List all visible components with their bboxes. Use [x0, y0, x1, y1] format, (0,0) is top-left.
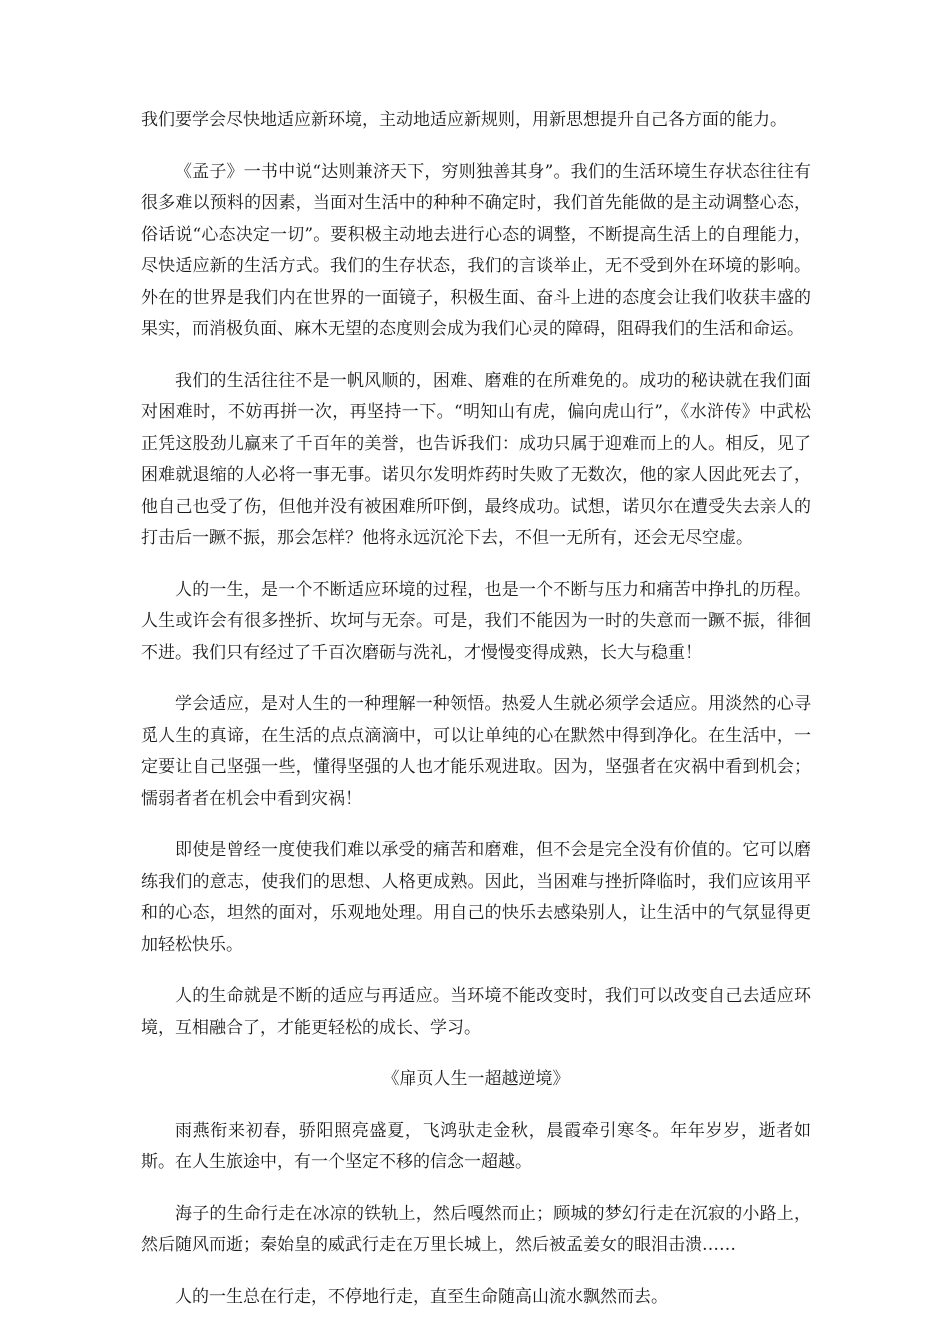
paragraph: 我们要学会尽快地适应新环境，主动地适应新规则，用新思想提升自己各方面的能力。 [141, 110, 787, 130]
paragraph: 人的生命就是不断的适应与再适应。当环境不能改变时，我们可以改变自己去适应环境，互相融合了，才能更轻松的成长、学习。 [141, 986, 811, 1038]
paragraph: 我们的生活往往不是一帆风顺的，困难、磨难的在所难免的。成功的秘诀就在我们面对困难时，不妨再拼一次，再坚持一下。“明知山有虎，偏向虎山行”，《水浒传》中武松正凭这股劲儿赢来了千百年的美誉，也告诉我们：成功只属于迎难而上的人。相反，见了困难就退缩的人必将一事无事。诺贝尔发明炸药时失败了无数次，他的家人因此死去了，他自己也受了伤，但他并没有被困难所吓倒，最终成功。试想，诺贝尔在遭受失去亲人的打击后一蹶不振，那会怎样？他将永远沉沦下去，不但一无所有，还会无尽空虚。 [141, 370, 811, 548]
paragraph: 雨燕衔来初春，骄阳照亮盛夏，飞鸿驮走金秋，晨霞牵引寒冬。年年岁岁，逝者如斯。在人生旅途中，有一个坚定不移的信念一超越。 [141, 1120, 811, 1172]
paragraph: 《孟子》一书中说“达则兼济天下，穷则独善其身”。我们的生活环境生存状态往往有很多难以预料的因素，当面对生活中的种种不确定时，我们首先能做的是主动调整心态，俗话说“心态决定一切”。要积极主动地去进行心态的调整，不断提高生活上的自理能力，尽快适应新的生活方式。我们的生存状态，我们的言谈举止，无不受到外在环境的影响。外在的世界是我们内在世界的一面镜子，积极生面、奋斗上进的态度会让我们收获丰盛的果实，而消极负面、麻木无望的态度则会成为我们心灵的障碍，阻碍我们的生活和命运。 [141, 161, 811, 339]
section-title: 《扉页人生一超越逆境》 [382, 1069, 570, 1089]
paragraph: 即使是曾经一度使我们难以承受的痛苦和磨难，但不会是完全没有价值的。它可以磨练我们的意志，使我们的思想、人格更成熟。因此，当困难与挫折降临时，我们应该用平和的心态，坦然的面对，乐观地处理。用自己的快乐去感染别人，让生活中的气氛显得更加轻松快乐。 [141, 840, 811, 955]
paragraph: 人的一生，是一个不断适应环境的过程，也是一个不断与压力和痛苦中挣扎的历程。人生或许会有很多挫折、坎坷与无奈。可是，我们不能因为一时的失意而一蹶不振，徘徊不进。我们只有经过了千百次磨砺与洗礼，才慢慢变得成熟，长大与稳重！ [141, 579, 811, 663]
paragraph: 人的一生总在行走，不停地行走，直至生命随高山流水飘然而去。 [175, 1286, 668, 1307]
document-page [141, 105, 811, 1333]
paragraph: 学会适应，是对人生的一种理解一种领悟。热爱人生就必须学会适应。用淡然的心寻觅人生的真谛，在生活的点点滴滴中，可以让单纯的心在默然中得到净化。在生活中，一定要让自己坚强一些，懂得坚强的人也才能乐观进取。因为，坚强者在灾祸中看到机会；懦弱者者在机会中看到灾祸！ [141, 694, 811, 809]
paragraph: 海子的生命行走在冰凉的铁轨上，然后嘎然而止；顾城的梦幻行走在沉寂的小路上，然后随风而逝；秦始皇的威武行走在万里长城上，然后被孟姜女的眼泪击溃…… [141, 1203, 811, 1255]
